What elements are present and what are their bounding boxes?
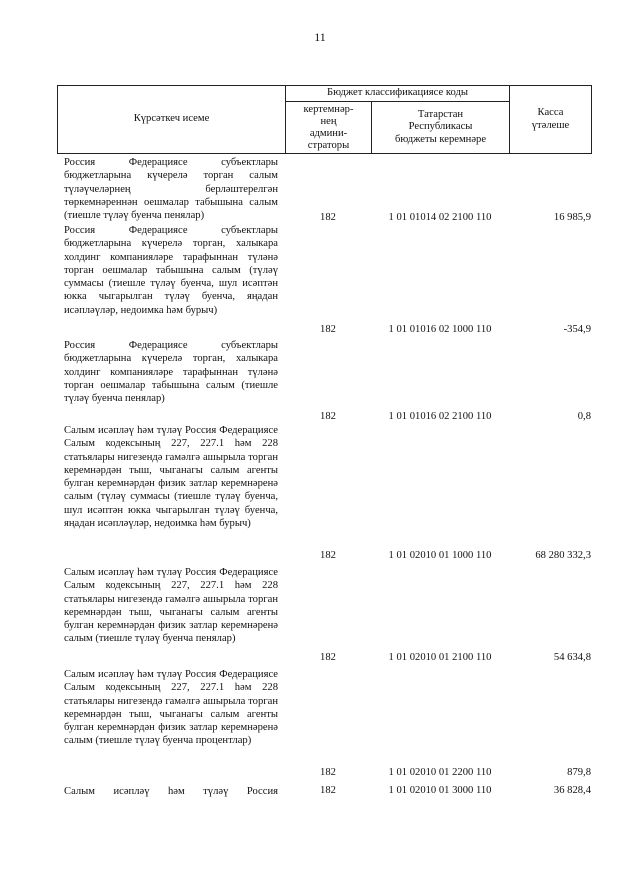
row-cash-amount: -354,9 <box>563 324 591 335</box>
row-indicator-name: Салым исәпләү һәм түләү Россия Федерациясе Салым кодексының 227, 227.1 һәм 228 статьялары нигезендә гамәлгә ашырыла торган керемнәрдән тыш, чыганагы салым агенты булган керемнәрдән физик затлар керемнәренә салым (тиешле түләү буенча процентлар) <box>64 669 278 747</box>
row-admin-code: 182 <box>320 785 336 796</box>
row-indicator-name: Салым исәпләү һәм түләү Россия <box>64 786 278 797</box>
row-admin-code: 182 <box>320 324 336 335</box>
row-indicator-name: Салым исәпләү һәм түләү Россия Федерациясе Салым кодексының 227, 227.1 һәм 228 статьялары нигезендә гамәлгә ашырыла торган керемнәрдән тыш, чыганагы салым агенты булган керемнәрдән физик затлар керемнәренә салым (тиешле түләү буенча пенялар) <box>64 567 278 645</box>
row-budget-code: 1 01 02010 01 3000 110 <box>388 785 492 796</box>
row-budget-code: 1 01 01016 02 1000 110 <box>388 324 492 335</box>
row-budget-code: 1 01 01016 02 2100 110 <box>388 411 492 422</box>
row-admin-code: 182 <box>320 411 336 422</box>
row-cash-amount: 36 828,4 <box>553 785 591 796</box>
row-cash-amount: 0,8 <box>577 411 591 422</box>
header-cash-execution: Касса үтәлеше <box>509 85 592 154</box>
row-admin-code: 182 <box>320 212 336 223</box>
row-admin-code: 182 <box>320 550 336 561</box>
row-indicator-name: Россия Федерациясе субъектлары бюджетларына күчерелә торган, халыкара холдинг компанияләре тарафыннан түләнә торган оешмалар табышына салым (тиешле түләү буенча пенялар) <box>64 340 278 405</box>
header-budget-codes: Бюджет классификациясе коды <box>285 85 510 102</box>
row-admin-code: 182 <box>320 767 336 778</box>
row-budget-code: 1 01 02010 01 2200 110 <box>388 767 492 778</box>
page-number: 11 <box>314 30 326 44</box>
row-cash-amount: 16 985,9 <box>553 212 591 223</box>
row-cash-amount: 54 634,8 <box>553 652 591 663</box>
row-admin-code: 182 <box>320 652 336 663</box>
row-budget-code: 1 01 02010 01 2100 110 <box>388 652 492 663</box>
header-admin: кертемнәр- нең админи- страторы <box>285 101 372 154</box>
header-tatarstan-revenue: Татарстан Республикасы бюджеты керемнәре <box>371 101 510 154</box>
row-indicator-name: Россия Федерациясе субъектлары бюджетларына күчерелә торган, халыкара холдинг компанияләре тарафыннан түләнә торган оешмалар табышына салым (түләү суммасы (тиешле түләү буенча, шул исәптән юкка чыгарылган түләү буенча, яңадан исәпләүләр, недоимка һәм бурыч) <box>64 225 278 316</box>
header-indicator: Күрсәткеч исеме <box>57 85 286 154</box>
row-indicator-name: Салым исәпләү һәм түләү Россия Федерациясе Салым кодексының 227, 227.1 һәм 228 статьялары нигезендә гамәлгә ашырыла торган керемнәрдән тыш, чыганагы салым агенты булган керемнәрдән физик затлар керемнәренә салым (түләү суммасы (тиешле түләү буенча, шул исәптән юкка чыгарылган түләү буенча, яңадан исәпләүләр, недоимка һәм бурыч) <box>64 425 278 530</box>
row-indicator-name: Россия Федерациясе субъектлары бюджетларына күчерелә торган салым түләүчеләрнең берләштерелгән төркемнәреннән оешмалар табышына салым (тиешле түләү буенча пенялар) <box>64 157 278 222</box>
row-budget-code: 1 01 02010 01 1000 110 <box>388 550 492 561</box>
row-budget-code: 1 01 01014 02 2100 110 <box>388 212 492 223</box>
row-cash-amount: 879,8 <box>567 767 591 778</box>
row-cash-amount: 68 280 332,3 <box>535 550 591 561</box>
